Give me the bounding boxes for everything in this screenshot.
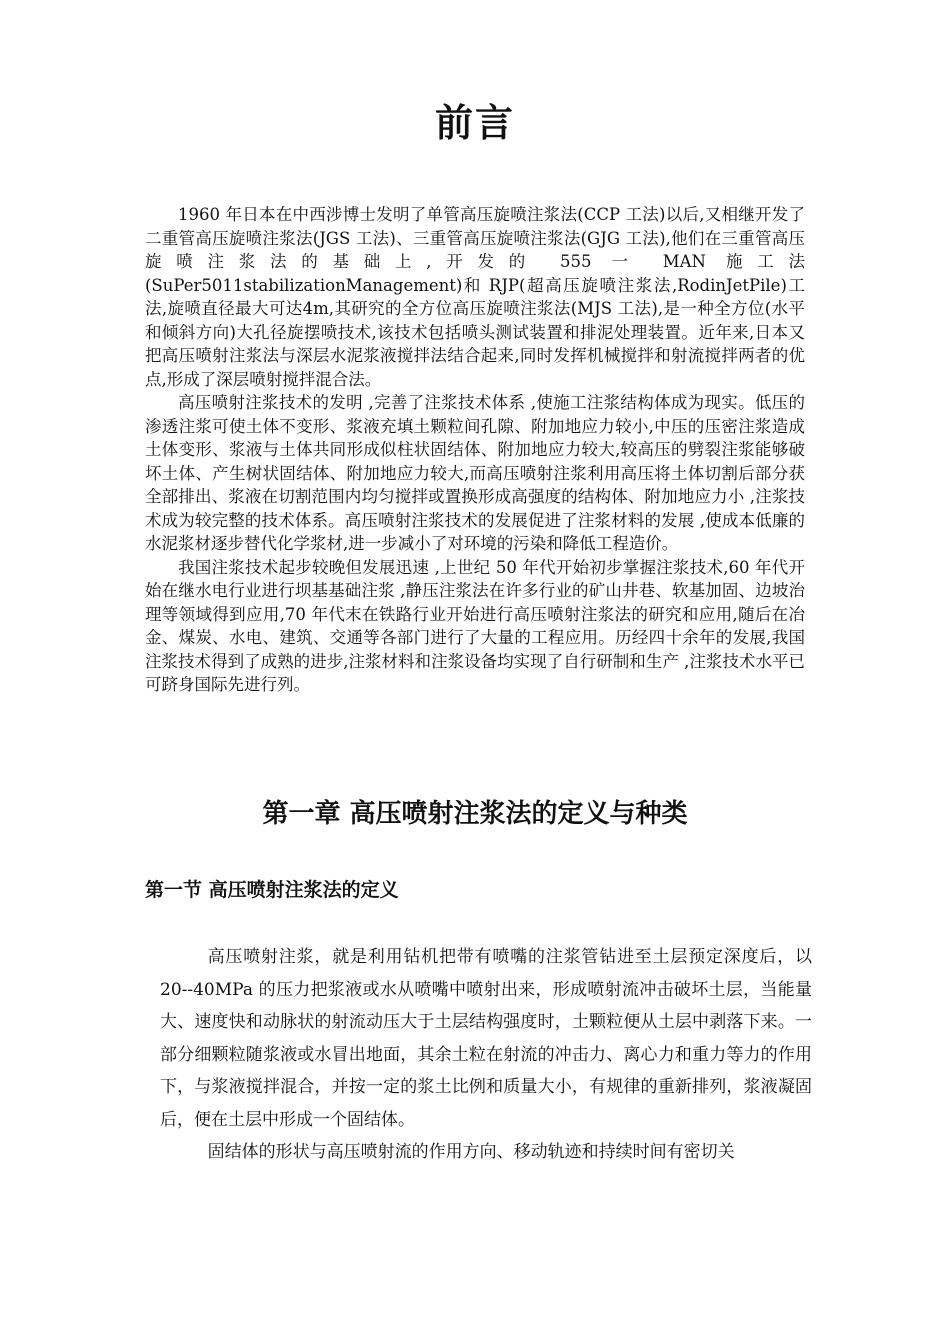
body-paragraph: 高压喷射注浆，就是利用钻机把带有喷嘴的注浆管钻进至土层预定深度后，以 20--40MPa 的压力把浆液或水从喷嘴中喷射出来，形成喷射流冲击破坏土层，当能量大、速度快和动脉状的射流动压大于土层结构强度时，土颗粒便从土层中剥落下来。一部分细颗粒随浆液或水冒出地面，其余土粒在射流的冲击力、离心力和重力等力的作用下，与浆液搅拌混合，并按一定的浆土比例和质量大小，有规律的重新排列，浆液凝固后，便在土层中形成一个固结体。: [160, 947, 812, 1130]
section-title: 第一节 高压喷射注浆法的定义: [145, 879, 399, 901]
chapter-title: 第一章 高压喷射注浆法的定义与种类: [262, 799, 688, 829]
preface-paragraph: 高压喷射注浆技术的发明 ,完善了注浆技术体系 ,使施工注浆结构体成为现实。低压的渗透注浆可使土体不变形、浆液充填土颗粒间孔隙、附加地应力较小,中压的压密注浆造成土体变形、浆液与土体共同形成似柱状固结体、附加地应力较大,较高压的劈裂注浆能够破坏土体、产生树状固结体、附加地应力较大,而高压喷射注浆利用高压将土体切割后部分获全部排出、浆液在切割范围内均匀搅拌或置换形成高强度的结构体、附加地应力小 ,注浆技术成为较完整的技术体系。高压喷射注浆技术的发展促进了注浆材料的发展 ,使成本低廉的水泥浆材逐步替代化学浆材,进一步减小了对环境的污染和降低工程造价。: [145, 393, 805, 553]
preface-paragraph: 我国注浆技术起步较晚但发展迅速 ,上世纪 50 年代开始初步掌握注浆技术,60 年代开始在继水电行业进行坝基基础注浆 ,静压注浆法在许多行业的矿山井巷、软基加固、边坡治理等领域得到应用,70 年代末在铁路行业开始进行高压喷射注浆法的研究和应用,随后在冶金、煤炭、水电、建筑、交通等各部门进行了大量的工程应用。历经四十余年的发展,我国注浆技术得到了成熟的进步,注浆材料和注浆设备均实现了自行研制和生产 ,注浆技术水平已可跻身国际先进行列。: [145, 557, 805, 694]
page-title: 前言: [434, 100, 515, 145]
section-body: [160, 941, 812, 1169]
preface-text: [145, 203, 805, 697]
body-paragraph: 固结体的形状与高压喷射流的作用方向、移动轨迹和持续时间有密切关: [207, 1142, 735, 1162]
preface-paragraph: 1960 年日本在中西涉博士发明了单管高压旋喷注浆法(CCP 工法)以后,又相继开发了二重管高压旋喷注浆法(JGS 工法)、三重管高压旋喷注浆法(GJG 工法),他们在三重管高压旋喷注浆法的基础上,开发的 555 一 MAN 施工法(SuPer5011stabilizationManagement)和 RJP(超高压旋喷注浆法,RodinJetPile)工法,旋喷直径最大可达4m,其研究的全方位高压旋喷注浆法(MJS 工法),是一种全方位(水平和倾斜方向)大孔径旋摆喷技术,该技术包括喷头测试装置和排泥处理装置。近年来,日本又把高压喷射注浆法与深层水泥浆液搅拌法结合起来,同时发挥机械搅拌和射流搅拌两者的优点,形成了深层喷射搅拌混合法。: [145, 205, 805, 389]
